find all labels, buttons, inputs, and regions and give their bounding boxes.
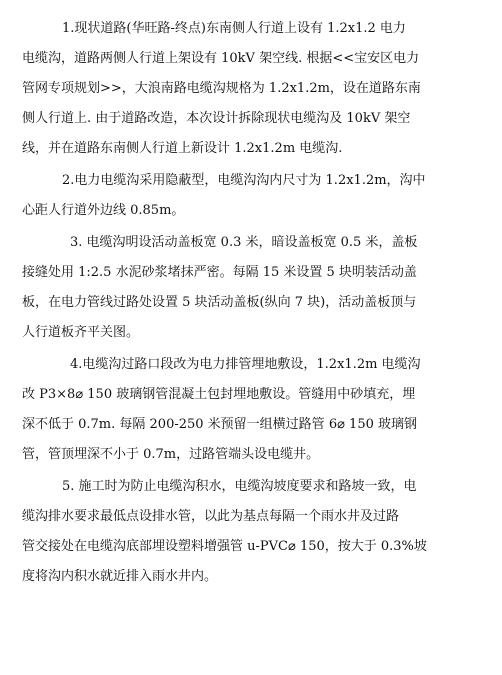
text-line: 板，在电力管线过路处设置 5 块活动盖板(纵向 7 块)，活动盖板顶与 xyxy=(22,295,417,310)
paragraph-5 xyxy=(22,472,480,592)
text-line: 接缝处用 1:2.5 水泥砂浆堵抹严密。每隔 15 米设置 5 块明装活动盖 xyxy=(22,265,417,280)
text-line: 度将沟内积水就近排入雨水井内。 xyxy=(22,569,218,584)
text-line: 改 P3×8⌀ 150 玻璃钢管混凝土包封埋地敷设。管缝用中砂填充，埋 xyxy=(22,387,416,402)
text-line: 线，并在道路东南侧人行道上新设计 1.2x1.2m 电缆沟. xyxy=(22,141,343,156)
paragraph-3 xyxy=(22,228,480,348)
text-line: 深不低于 0.7m. 每隔 200-250 米预留一组横过路管 6⌀ 150 玻璃钢 xyxy=(22,417,417,432)
paragraph-1 xyxy=(22,14,480,164)
text-line: 侧人行道上. 由于道路改造，本次设计拆除现状电缆沟及 10kV 架空 xyxy=(22,111,411,126)
text-line: 1.现状道路(华旺路-终点)东南侧人行道上设有 1.2x1.2 电力 xyxy=(62,21,406,36)
text-line: 5. 施工时为防止电缆沟积水，电缆沟坡度要求和路坡一致，电 xyxy=(62,479,417,494)
text-line: 管交接处在电缆沟底部埋设塑料增强管 u-PVC⌀ 150，按大于 0.3%坡 xyxy=(22,539,427,554)
text-line: 心距人行道外边线 0.85m。 xyxy=(22,203,185,218)
text-line: 人行道板齐平关图。 xyxy=(22,325,140,340)
text-line: 管网专项规划>>，大浪南路电缆沟规格为 1.2x1.2m，设在道路东南 xyxy=(22,81,421,96)
paragraph-4 xyxy=(22,350,480,470)
text-line: 2.电力电缆沟采用隐蔽型，电缆沟沟内尺寸为 1.2x1.2m，沟中 xyxy=(62,173,426,188)
text-line: 缆沟排水要求最低点设排水管，以此为基点每隔一个雨水井及过路 xyxy=(22,509,400,524)
text-line: 3. 电缆沟明设活动盖板宽 0.3 米，暗设盖板宽 0.5 米，盖板 xyxy=(70,235,418,250)
text-line: 电缆沟，道路两侧人行道上架设有 10kV 架空线. 根据<<宝安区电力 xyxy=(22,51,420,66)
paragraph-2 xyxy=(22,166,480,226)
text-line: 管，管顶埋深不小于 0.7m，过路管端头设电缆井。 xyxy=(22,447,320,462)
text-line: 4.电缆沟过路口段改为电力排管埋地敷设，1.2x1.2m 电缆沟 xyxy=(70,357,421,372)
